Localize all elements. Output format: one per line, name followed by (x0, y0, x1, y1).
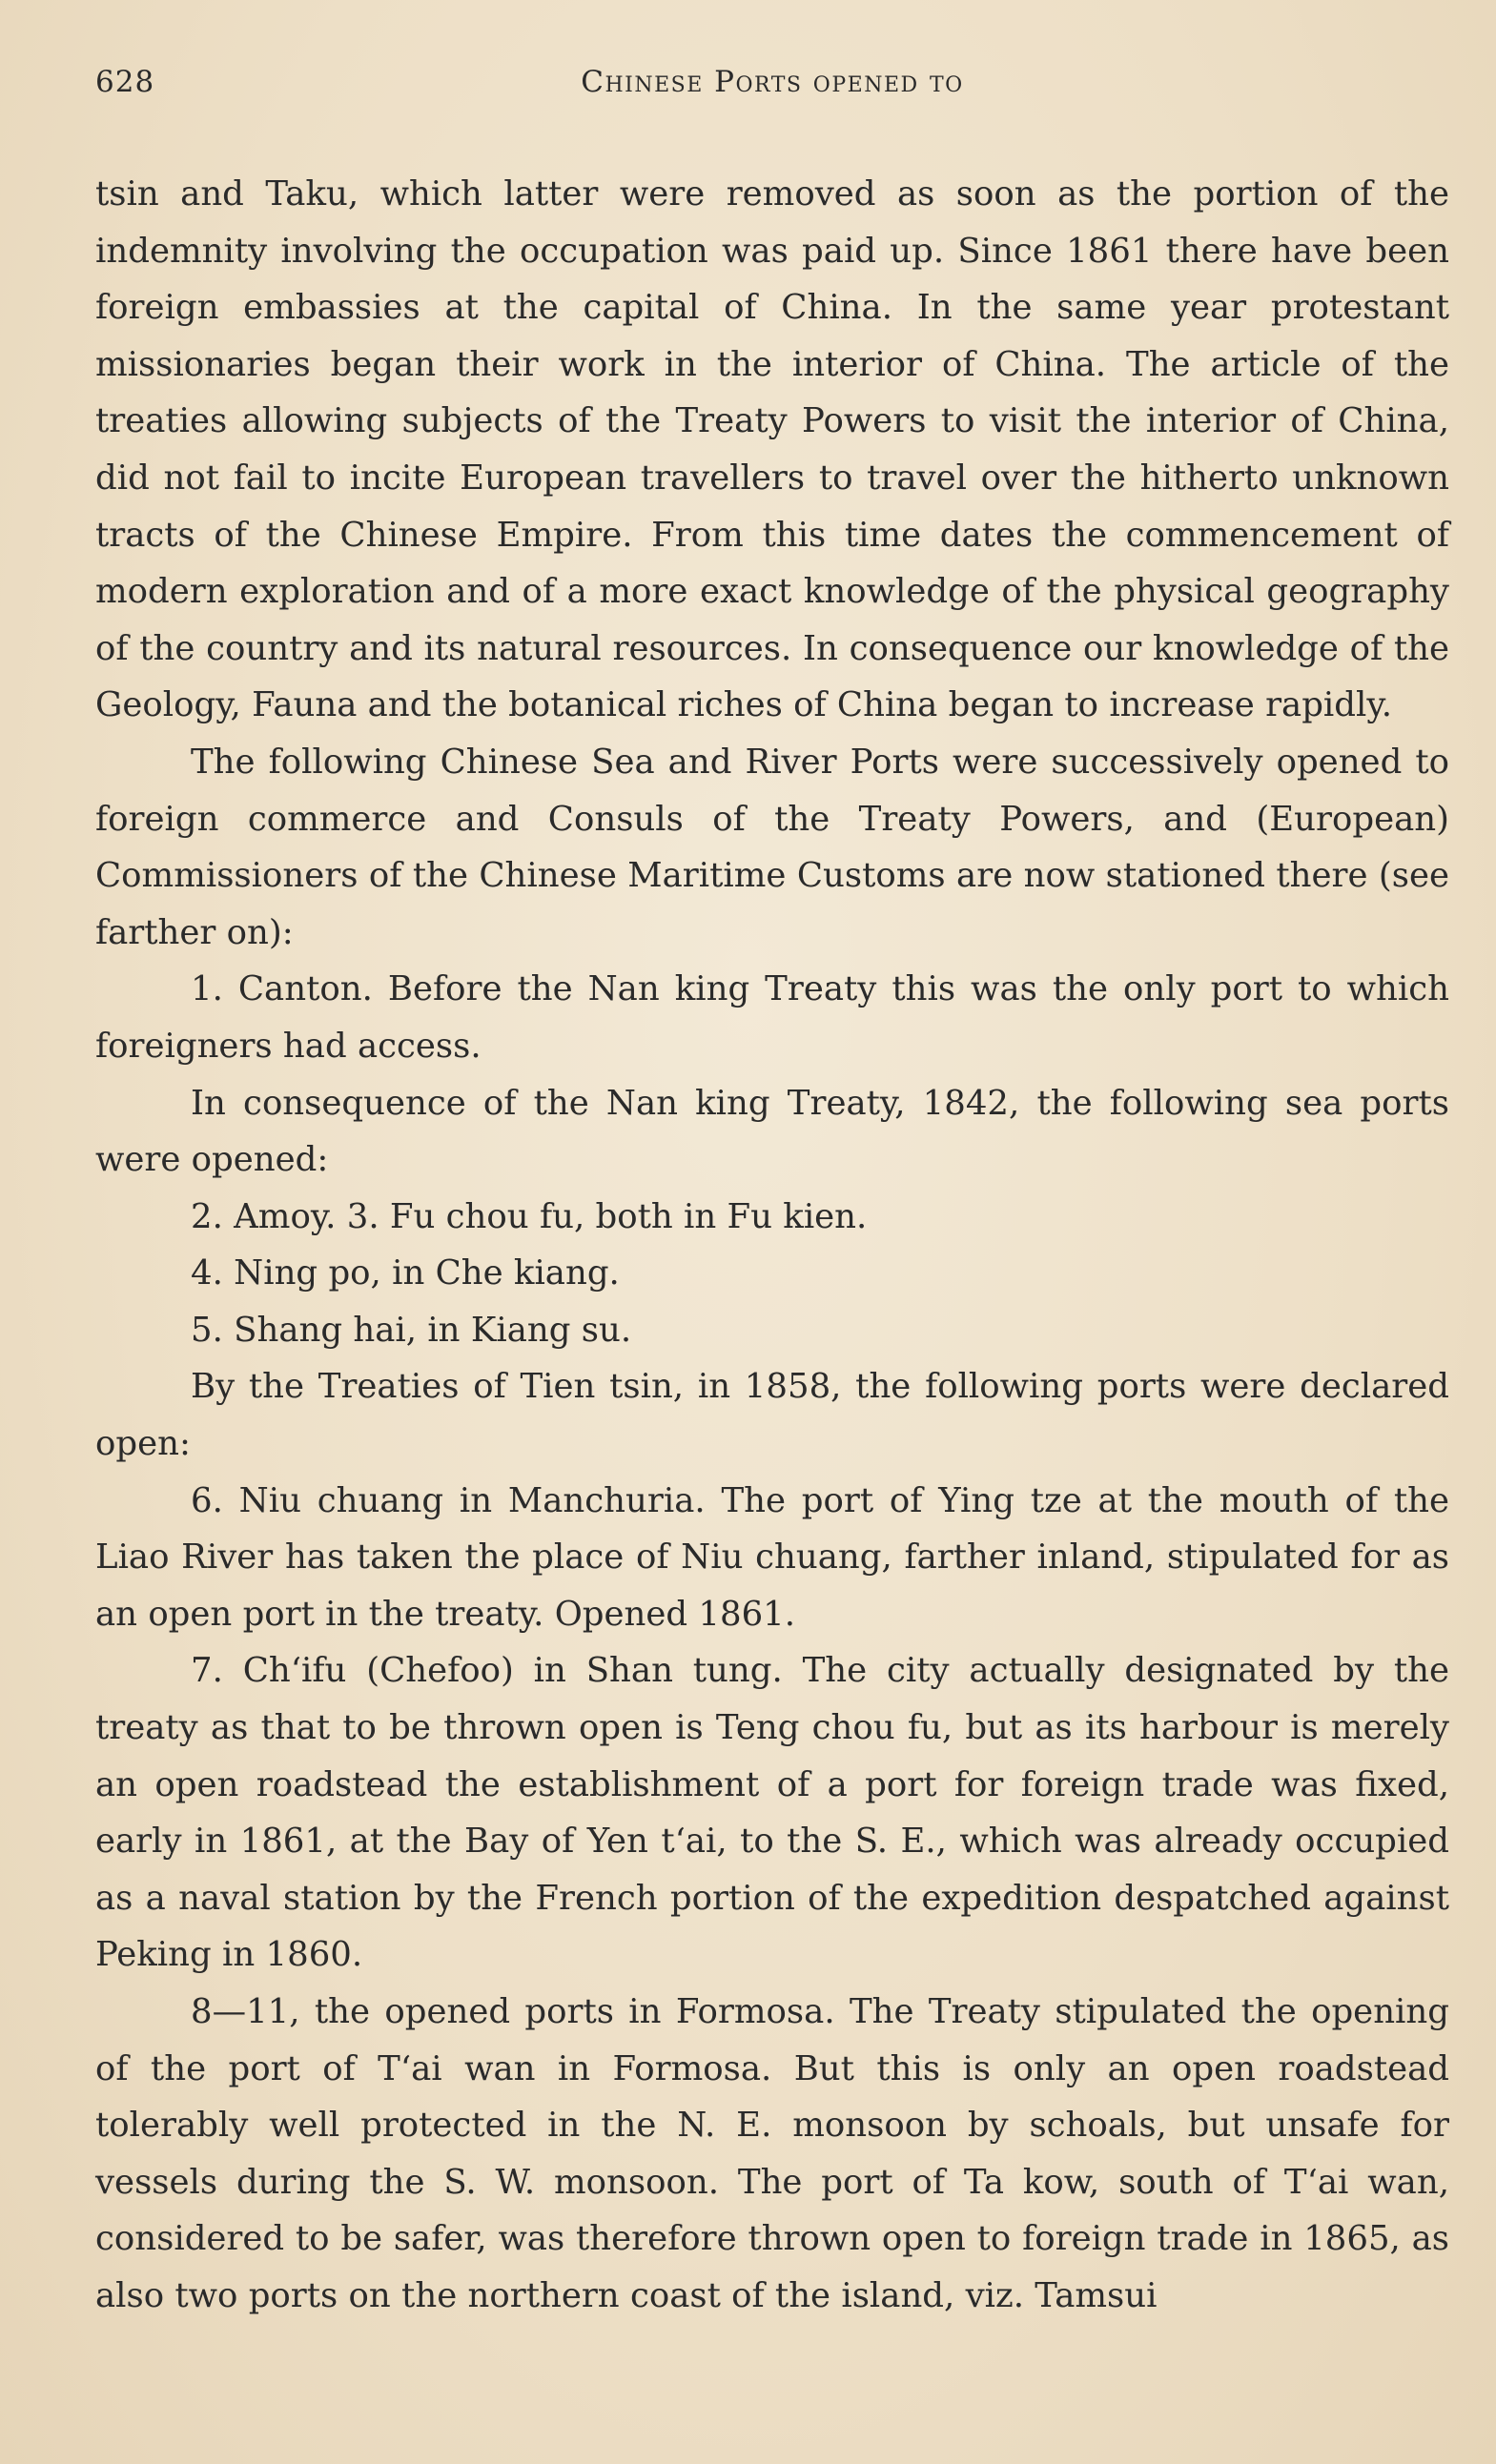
paragraph: 7. Chʻifu (Chefoo) in Shan tung. The city actually designated by the treaty as that to be thrown open is Teng chou fu, but as its harbour is merely an open roadstead the establishment of a port for foreign trade was fixed, early in 1861, at the Bay of Yen tʻai, to the S. E., which was already occupied as a naval station by the French portion of the expedition despatched against Peking in 1860. (95, 1651, 1449, 1975)
paragraph: 4. Ning po, in Che kiang. (191, 1253, 620, 1293)
running-head: Chinese Ports opened to (581, 65, 964, 99)
paragraph: 2. Amoy. 3. Fu chou fu, both in Fu kien. (191, 1196, 868, 1236)
paragraph: In consequence of the Nan king Treaty, 1842, the following sea ports were opened: (95, 1083, 1449, 1180)
page-number: 628 (95, 65, 155, 99)
paragraph: 6. Niu chuang in Manchuria. The port of Ying tze at the mouth of the Liao River has taken the place of Niu chuang, farther inland, stipulated for as an open port in the treaty. Opened 1861. (95, 1480, 1449, 1634)
paragraph: tsin and Taku, which latter were removed as soon as the portion of the indemnity involving the occupation was paid up. Since 1861 there have been foreign embassies at the capital of China. In the same year protestant missionaries began their work in the interior of China. The article of the treaties allowing subjects of the Treaty Powers to visit the interior of China, did not fail to incite European travellers to travel over the hitherto unknown tracts of the Chinese Empire. From this time dates the commencement of modern exploration and of a more exact knowledge of the physical geography of the country and its natural resources. In consequence our knowledge of the Geology, Fauna and the botanical riches of China began to increase rapidly. (95, 174, 1449, 725)
paragraph: 8—11, the opened ports in Formosa. The Treaty stipulated the opening of the port of Tʻai wan in Formosa. But this is only an open roadstead tolerably well protected in the N. E. monsoon by schoals, but unsafe for vessels during the S. W. monsoon. The port of Ta kow, south of Tʻai wan, considered to be safer, was therefore thrown open to foreign trade in 1865, as also two ports on the northern coast of the island, viz. Tamsui (95, 1992, 1449, 2315)
body-text (95, 166, 1449, 2325)
paragraph: 5. Shang hai, in Kiang su. (191, 1310, 632, 1350)
paragraph: 1. Canton. Before the Nan king Treaty this was the only port to which foreigners had access. (95, 969, 1449, 1066)
paragraph: By the Treaties of Tien tsin, in 1858, the following ports were declared open: (95, 1367, 1449, 1464)
page-header (95, 65, 1449, 118)
paragraph: The following Chinese Sea and River Ports were successively opened to foreign commerce and Consuls of the Treaty Powers, and (European) Commissioners of the Chinese Maritime Customs are now stationed there (see farther on): (95, 742, 1449, 952)
book-page (95, 65, 1449, 2325)
